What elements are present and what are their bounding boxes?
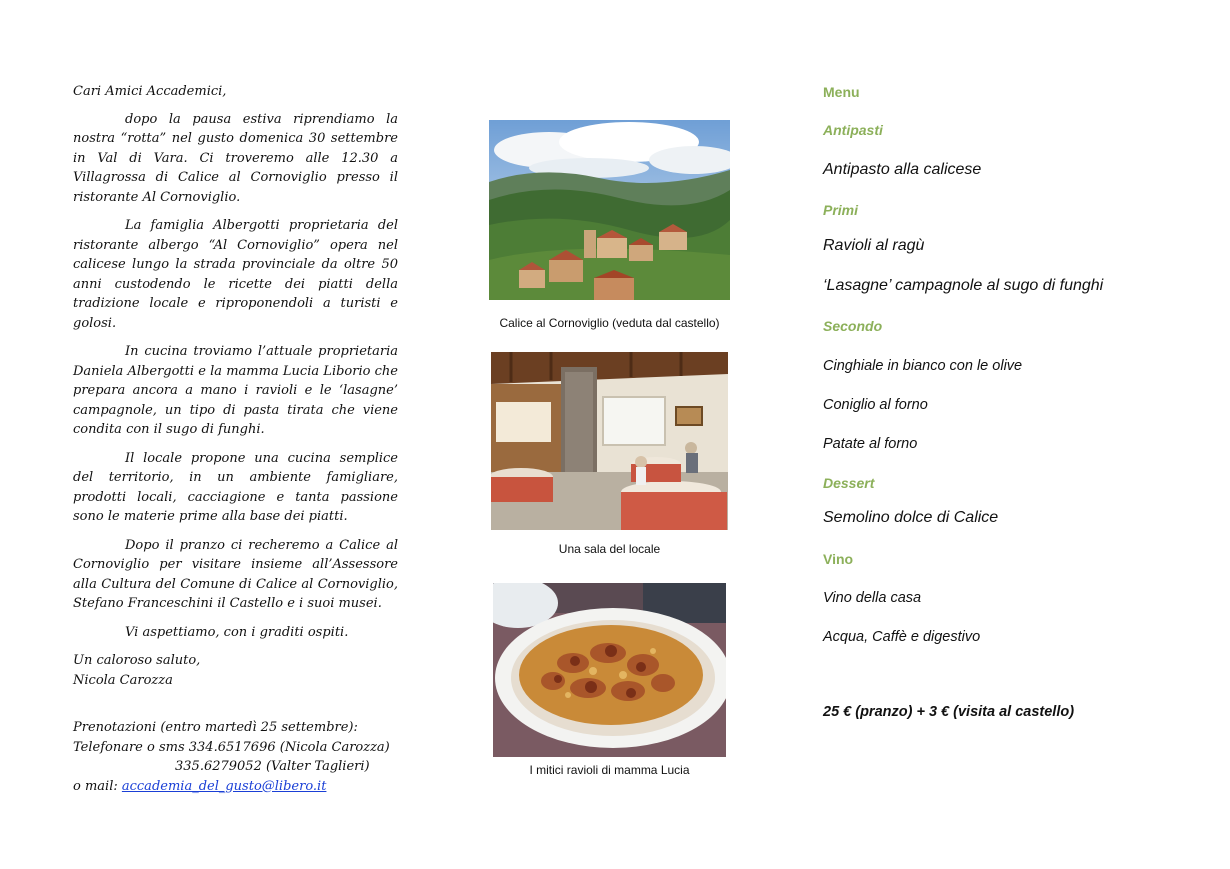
photo-caption: I mitici ravioli di mamma Lucia xyxy=(529,763,690,777)
menu-section-dessert: Dessert xyxy=(823,475,875,491)
village-view-photo xyxy=(489,120,730,300)
booking-info xyxy=(73,718,403,796)
booking-phone: 335.6279052 (Valter Taglieri) xyxy=(175,759,370,774)
menu-section-antipasti: Antipasti xyxy=(823,122,883,138)
letter-greeting: Cari Amici Accademici, xyxy=(73,84,227,99)
booking-mail-line xyxy=(73,777,403,797)
letter-paragraph: Vi aspettiamo, con i graditi ospiti. xyxy=(125,624,349,640)
menu-dish: ‘Lasagne’ campagnole al sugo di funghi xyxy=(823,277,1104,294)
menu-dish: Patate al forno xyxy=(823,436,918,452)
letter-closing: Un caloroso saluto, xyxy=(73,653,201,668)
menu-dish: Semolino dolce di Calice xyxy=(823,509,999,526)
menu-dish: Ravioli al ragù xyxy=(823,237,925,254)
menu-price: 25 € (pranzo) + 3 € (visita al castello) xyxy=(823,704,1075,720)
photo-caption: Calice al Cornoviglio (veduta dal castello) xyxy=(499,316,720,330)
dining-room-photo xyxy=(491,352,728,530)
booking-title: Prenotazioni (entro martedì 25 settembre): xyxy=(73,720,358,735)
menu-dish: Vino della casa xyxy=(823,590,922,606)
menu-dish: Cinghiale in bianco con le olive xyxy=(823,358,1023,374)
booking-phone: Telefonare o sms 334.6517696 (Nicola Carozza) xyxy=(73,739,390,755)
letter-paragraph: Il locale propone una cucina semplice del territorio, in un ambiente famigliare, prodotti locali, cacciagione e tanta passione sono le materie prime alla base dei piatti. xyxy=(73,450,398,524)
photo-caption: Una sala del locale xyxy=(558,542,661,556)
letter-signature: Nicola Carozza xyxy=(73,672,173,688)
menu-title: Menu xyxy=(823,84,860,100)
menu-dish: Antipasto alla calicese xyxy=(823,161,982,178)
email-link[interactable]: accademia_del_gusto@libero.it xyxy=(121,778,327,794)
menu-section-secondo: Secondo xyxy=(823,318,883,334)
letter-paragraph: Dopo il pranzo ci recheremo a Calice al Cornoviglio per visitare insieme all’Assessore alla Cultura del Comune di Calice al Cornoviglio, Stefano Franceschini il Castello e i suoi musei. xyxy=(73,537,398,611)
menu-dish: Coniglio al forno xyxy=(823,397,928,413)
ravioli-plate-photo xyxy=(493,583,726,757)
invitation-letter xyxy=(73,82,398,690)
menu-section-vino: Vino xyxy=(823,551,854,567)
letter-paragraph: La famiglia Albergotti proprietaria del ristorante albergo “Al Cornoviglio” opera nel calicese lungo la strada provinciale da oltre 50 anni custodendo le ricette dei piatti della tradizione locale e riproponendoli a turisti e golosi. xyxy=(73,218,398,331)
letter-paragraph: In cucina troviamo l’attuale proprietaria Daniela Albergotti e la mamma Lucia Liborio che prepara ancora a mano i ravioli e le ‘lasagne’ campagnole, un tipo di pasta tirata che viene condita con il sugo di funghi. xyxy=(73,344,398,437)
menu-section-primi: Primi xyxy=(823,202,859,218)
letter-paragraph: dopo la pausa estiva riprendiamo la nostra “rotta” nel gusto domenica 30 settembre in Val di Vara. Ci troveremo alle 12.30 a Villagrossa di Calice al Cornoviglio presso il ristorante Al Cornoviglio. xyxy=(73,111,398,205)
menu-dish: Acqua, Caffè e digestivo xyxy=(823,629,981,645)
booking-mail-prefix: o mail: xyxy=(73,778,122,794)
